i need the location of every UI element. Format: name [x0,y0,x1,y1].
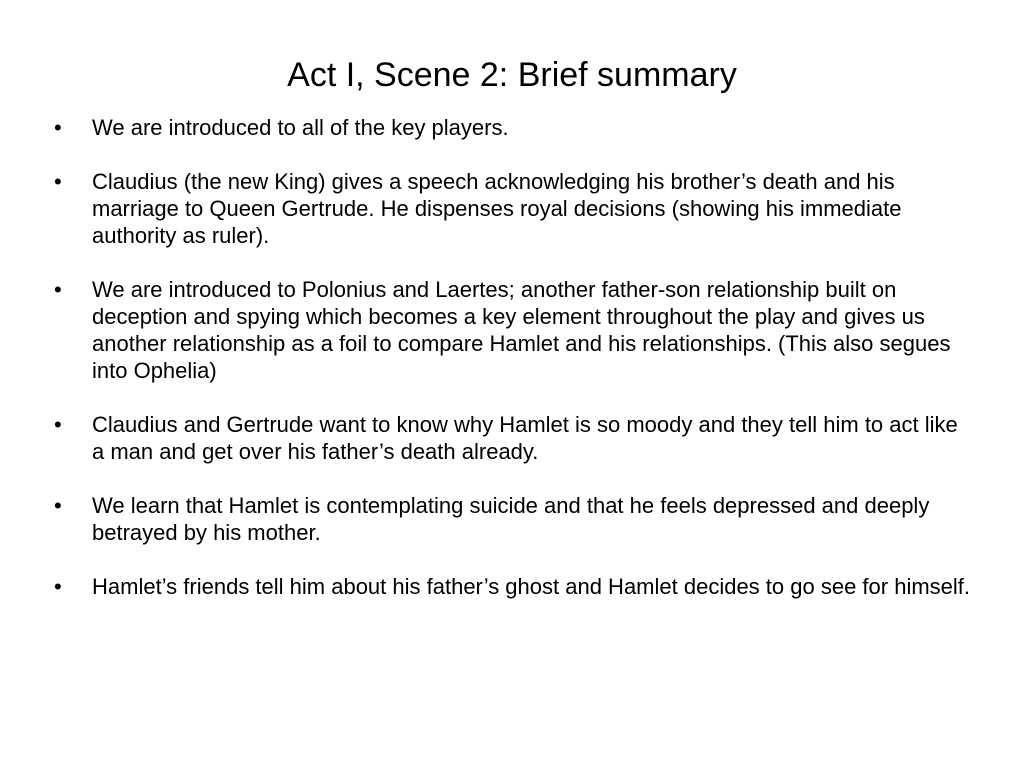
bullet-list [54,114,974,600]
bullet-item-4 [54,411,974,465]
bullet-item-1 [54,114,974,141]
bullet-dot-icon: • [54,277,62,302]
bullet-text: Claudius and Gertrude want to know why Hamlet is so moody and they tell him to act like a man and get over his father’s death already. [92,412,958,464]
bullet-dot-icon: • [54,574,62,599]
bullet-item-6 [54,573,974,600]
bullet-text: We are introduced to Polonius and Laertes; another father-son relationship built on deception and spying which becomes a key element throughout the play and gives us another relationship as a foil to compare Hamlet and his relationships. (This also segues into Ophelia) [92,277,951,383]
bullet-item-3 [54,276,974,384]
bullet-dot-icon: • [54,169,62,194]
bullet-dot-icon: • [54,115,62,140]
slide-title: Act I, Scene 2: Brief summary [287,56,737,94]
bullet-dot-icon: • [54,493,62,518]
bullet-text: We are introduced to all of the key players. [92,115,509,140]
bullet-text: Claudius (the new King) gives a speech acknowledging his brother’s death and his marriage to Queen Gertrude. He dispenses royal decisions (showing his immediate authority as ruler). [92,169,902,248]
bullet-text: Hamlet’s friends tell him about his father’s ghost and Hamlet decides to go see for himself. [92,574,971,599]
bullet-text: We learn that Hamlet is contemplating suicide and that he feels depressed and deeply betrayed by his mother. [92,493,930,545]
bullet-dot-icon: • [54,412,62,437]
bullet-item-2 [54,168,974,249]
bullet-item-5 [54,492,974,546]
